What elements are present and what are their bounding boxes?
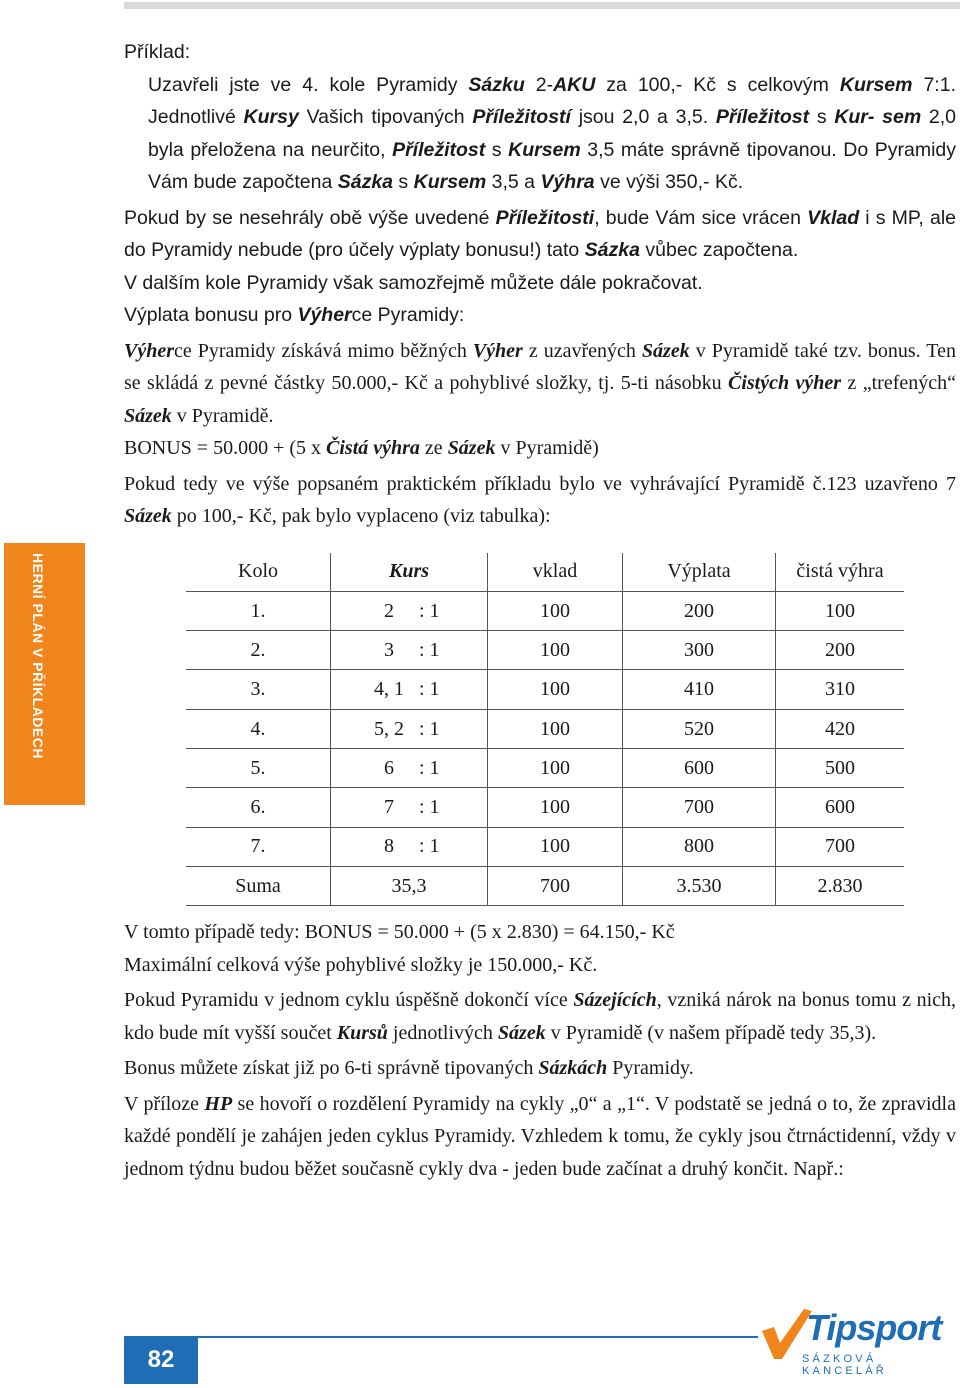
header-cell: Výplata	[623, 553, 776, 592]
cell-stake: 100	[488, 709, 623, 748]
page-number: 82	[124, 1336, 198, 1384]
cell-stake: 100	[488, 670, 623, 709]
cell-round: 4.	[186, 709, 331, 748]
cell-stake: 100	[488, 631, 623, 670]
page-heading: Příklad:	[124, 41, 191, 63]
cell-stake: 100	[488, 591, 623, 630]
cell-stake: 100	[488, 748, 623, 787]
sum-net-win: 2.830	[776, 866, 905, 905]
cell-payout: 200	[623, 591, 776, 630]
cell-stake: 100	[488, 788, 623, 827]
tipsport-logo	[758, 1303, 960, 1385]
cell-odds: 6 : 1	[331, 748, 488, 787]
logo-wordmark: Tipsport	[806, 1307, 942, 1348]
footer-rule	[198, 1336, 758, 1338]
table-row	[186, 827, 904, 866]
bonus-formula: BONUS = 50.000 + (5 x Čistá výhra ze Sázek v Pyramidě)	[124, 437, 599, 459]
cell-odds: 5, 2 : 1	[331, 709, 488, 748]
cell-net-win: 500	[776, 748, 905, 787]
table-wrapper	[124, 533, 956, 917]
cell-round: 5.	[186, 748, 331, 787]
paragraph-bonus-explain: Výherce Pyramidy získává mimo běžných Výher z uzavřených Sázek v Pyramidě také tzv. bonus. Ten se skládá z pevné částky 50.000,- Kč a pohyblivé složky, tj. 5-ti násobku Čistých výher z „trefených“ Sázek v Pyramidě.	[124, 339, 957, 427]
sum-label: Suma	[186, 866, 331, 905]
cell-payout: 800	[623, 827, 776, 866]
cell-net-win: 310	[776, 670, 905, 709]
cell-odds: 8 : 1	[331, 827, 488, 866]
paragraph-cycles: V příloze HP se hovoří o rozdělení Pyramidy na cykly „0“ a „1“. V podstatě se jedná o to, že zpravidla každé pondělí je zahájen jeden cyklus Pyramidy. Vzhledem k tomu, že cykly jsou čtrnáctidenní, vždy v jednom týdnu budou běžet současně cykly dva - jeden bude začínat a druhý končit. Např.:	[124, 1092, 956, 1180]
top-rule	[124, 2, 960, 9]
cell-payout: 300	[623, 631, 776, 670]
cell-odds: 3 : 1	[331, 631, 488, 670]
header-cell: vklad	[488, 553, 623, 592]
table-sum-row	[186, 866, 904, 905]
header-cell: čistá výhra	[776, 553, 905, 592]
paragraph-bonus-title: Výplata bonusu pro Výherce Pyramidy:	[124, 304, 465, 326]
max-variable: Maximální celková výše pohyblivé složky je 150.000,- Kč.	[124, 953, 598, 976]
table-row	[186, 788, 904, 827]
table-header-row	[186, 553, 904, 592]
cell-round: 2.	[186, 631, 331, 670]
table-row	[186, 748, 904, 787]
table-row	[186, 591, 904, 630]
table-row	[186, 631, 904, 670]
cell-net-win: 700	[776, 827, 905, 866]
cell-payout: 600	[623, 748, 776, 787]
cell-odds: 4, 1 : 1	[331, 670, 488, 709]
table-row	[186, 709, 904, 748]
cell-round: 1.	[186, 591, 331, 630]
cell-payout: 520	[623, 709, 776, 748]
cell-net-win: 200	[776, 631, 905, 670]
paragraph-six-bets: Bonus můžete získat již po 6-ti správně tipovaných Sázkách Pyramidy.	[124, 1057, 694, 1080]
side-tab-label: HERNÍ PLÁN V PŘÍKLADECH	[30, 553, 46, 759]
paragraph-example: Uzavřeli jste ve 4. kole Pyramidy Sázku 2-AKU za 100,- Kč s celkovým Kursem 7:1. Jednotlivé Kursy Vašich tipovaných Příležitostí jsou 2,0 a 3,5. Příležitost s Kur- sem 2,0 byla přeložena na neurčito, Příležitost s Kursem 3,5 máte správně tipovanou. Do Pyramidy Vám bude započtena Sázka s Kursem 3,5 a Výhra ve výši 350,- Kč.	[148, 73, 956, 193]
side-tab	[4, 543, 85, 805]
cell-odds: 2 : 1	[331, 591, 488, 630]
sum-payout: 3.530	[623, 866, 776, 905]
bonus-calculation: V tomto případě tedy: BONUS = 50.000 + (5 x 2.830) = 64.150,- Kč	[124, 921, 675, 944]
paragraph-practical: Pokud tedy ve výše popsaném praktickém příkladu bylo ve vyhrávající Pyramidě č.123 uzavřeno 7 Sázek po 100,- Kč, pak bylo vyplaceno (viz tabulka):	[124, 472, 956, 527]
paragraph-multiple-bettors: Pokud Pyramidu v jednom cyklu úspěšně dokončí více Sázejících, vzniká nárok na bonus tomu z nich, kdo bude mít vyšší součet Kursů jednotlivých Sázek v Pyramidě (v našem případě tedy 35,3).	[124, 989, 957, 1044]
cell-round: 6.	[186, 788, 331, 827]
payout-table	[186, 553, 904, 907]
cell-odds: 7 : 1	[331, 788, 488, 827]
cell-payout: 700	[623, 788, 776, 827]
paragraph-continue: V dalším kole Pyramidy však samozřejmě můžete dále pokračovat.	[124, 271, 703, 294]
paragraph-cancelled: Pokud by se nesehrály obě výše uvedené Příležitosti, bude Vám sice vrácen Vklad i s MP, ale do Pyramidy nebude (pro účely výplaty bonusu!) tato Sázka vůbec započtena.	[124, 206, 957, 261]
cell-payout: 410	[623, 670, 776, 709]
header-cell: Kolo	[186, 553, 331, 592]
logo-subtitle: SÁZKOVÁ KANCELÁŘ	[802, 1353, 887, 1377]
cell-net-win: 100	[776, 591, 905, 630]
sum-stake: 700	[488, 866, 623, 905]
table-row	[186, 670, 904, 709]
sum-odds: 35,3	[331, 866, 488, 905]
cell-round: 7.	[186, 827, 331, 866]
page-content	[124, 36, 956, 1185]
cell-stake: 100	[488, 827, 623, 866]
cell-net-win: 600	[776, 788, 905, 827]
cell-round: 3.	[186, 670, 331, 709]
header-cell: Kurs	[331, 553, 488, 592]
cell-net-win: 420	[776, 709, 905, 748]
